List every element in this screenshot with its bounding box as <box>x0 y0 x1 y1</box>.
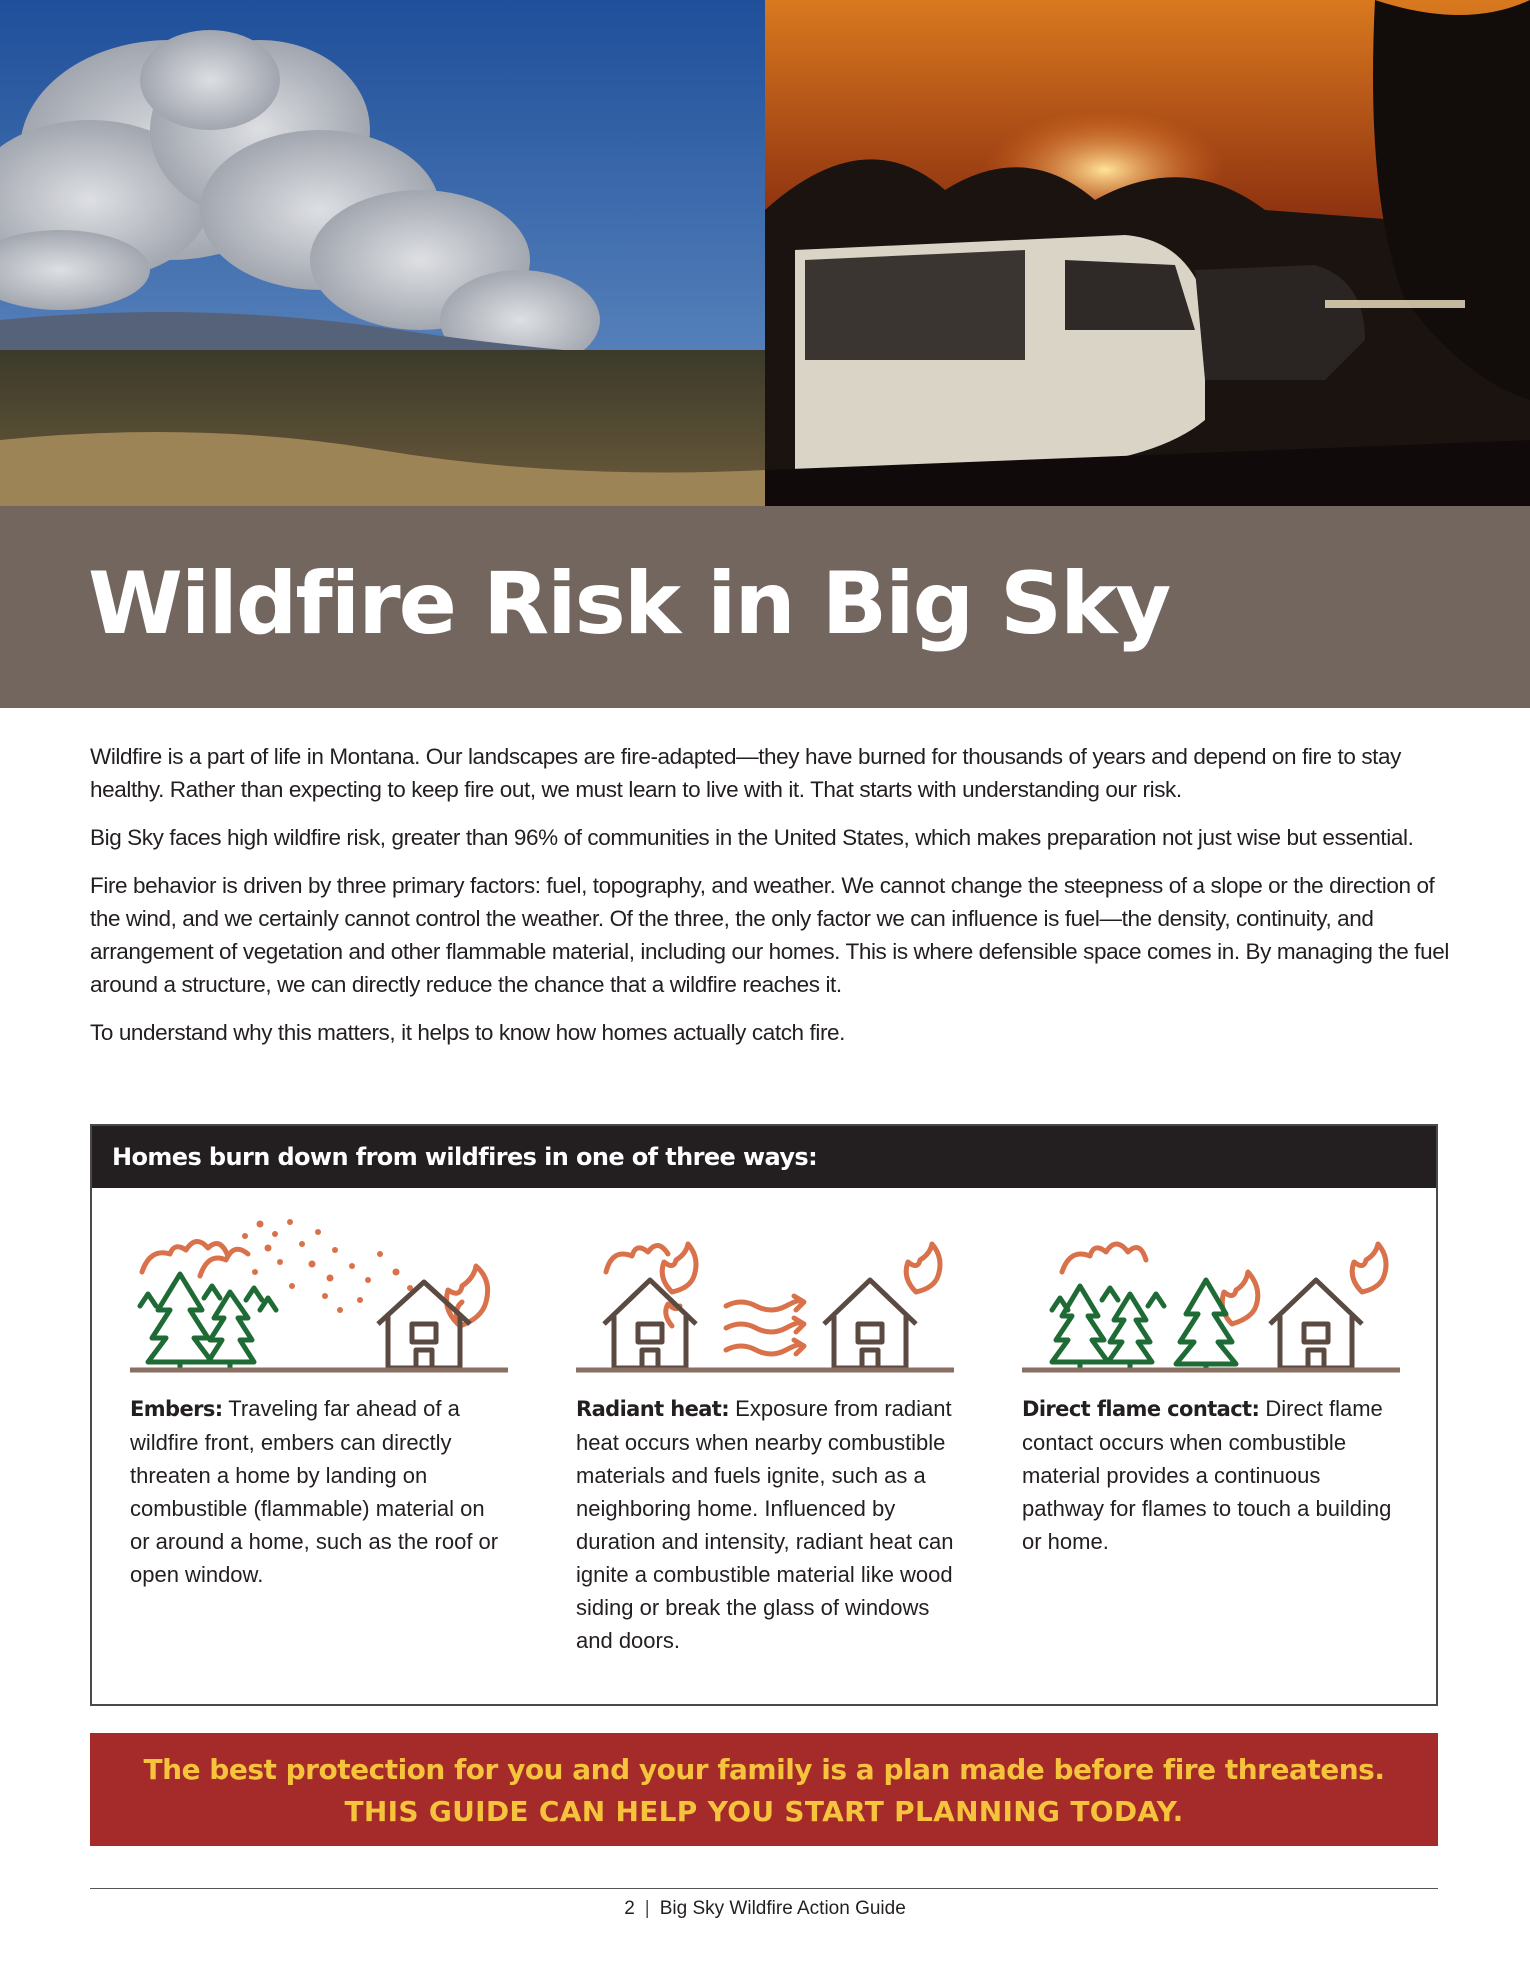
hero-photos <box>0 0 1530 506</box>
radiant-heat-text: Exposure from radiant heat occurs when nearby combustible materials and fuels ignite, such as a neighboring home. Influenced by duration and intensity, radiant heat can ignite a combustible material like wood siding or break the glass of windows and doors. <box>576 1396 954 1653</box>
cta-line-1: The best protection for you and your family is a plan made before fire threatens. <box>143 1753 1385 1786</box>
intro-paragraph: Fire behavior is driven by three primary factors: fuel, topography, and weather. We cannot change the steepness of a slope or the direction of the wind, and we certainly cannot control the weather. Of the three, the only factor we can influence is fuel—the density, continuity, and arrangement of vegetation and other flammable material, including our homes. This is where defensible space comes in. By managing the fuel around a structure, we can directly reduce the chance that a wildfire reaches it. <box>90 873 1449 997</box>
way-radiant-heat <box>576 1214 954 1657</box>
embers-description <box>130 1392 508 1591</box>
intro-paragraph: Big Sky faces high wildfire risk, greater than 96% of communities in the United States, which makes preparation not just wise but essential. <box>90 825 1414 850</box>
page-number: 2 <box>624 1898 635 1919</box>
radiant-heat-icon <box>576 1214 954 1374</box>
embers-icon <box>130 1214 508 1374</box>
direct-flame-lead: Direct flame contact: <box>1022 1397 1260 1421</box>
title-band <box>0 506 1530 708</box>
direct-flame-icon <box>1022 1214 1400 1374</box>
embers-lead: Embers: <box>130 1397 223 1421</box>
radiant-heat-description <box>576 1392 954 1657</box>
publication-name: Big Sky Wildfire Action Guide <box>659 1898 906 1919</box>
smoke-plume-photo <box>0 0 765 506</box>
intro-paragraph: Wildfire is a part of life in Montana. Our landscapes are fire-adapted—they have burned for thousands of years and depend on fire to stay healthy. Rather than expecting to keep fire out, we must learn to live with it. That starts with understanding our risk. <box>90 744 1401 802</box>
cta-line-2: THIS GUIDE CAN HELP YOU START PLANNING TODAY. <box>344 1795 1184 1828</box>
three-ways-header: Homes burn down from wildfires in one of three ways: <box>92 1126 1436 1188</box>
page-footer <box>0 1898 1530 1920</box>
radiant-heat-lead: Radiant heat: <box>576 1397 730 1421</box>
intro-text <box>90 740 1450 1064</box>
three-ways-box <box>90 1124 1438 1706</box>
footer-divider <box>90 1888 1438 1889</box>
footer-separator: | <box>644 1898 650 1919</box>
embers-text: Traveling far ahead of a wildfire front, embers can directly threaten a home by landing on combustible (flammable) material on or around a home, such as the roof or open window. <box>130 1396 499 1587</box>
way-embers <box>130 1214 508 1591</box>
night-fire-photo <box>765 0 1530 506</box>
page-title: Wildfire Risk in Big Sky <box>88 554 1170 654</box>
intro-paragraph: To understand why this matters, it helps to know how homes actually catch fire. <box>90 1020 846 1045</box>
direct-flame-description <box>1022 1392 1400 1558</box>
way-direct-flame <box>1022 1214 1400 1558</box>
direct-flame-text: Direct flame contact occurs when combustible material provides a continuous pathway for flames to touch a building or home. <box>1022 1396 1392 1554</box>
call-to-action-banner <box>90 1733 1438 1846</box>
